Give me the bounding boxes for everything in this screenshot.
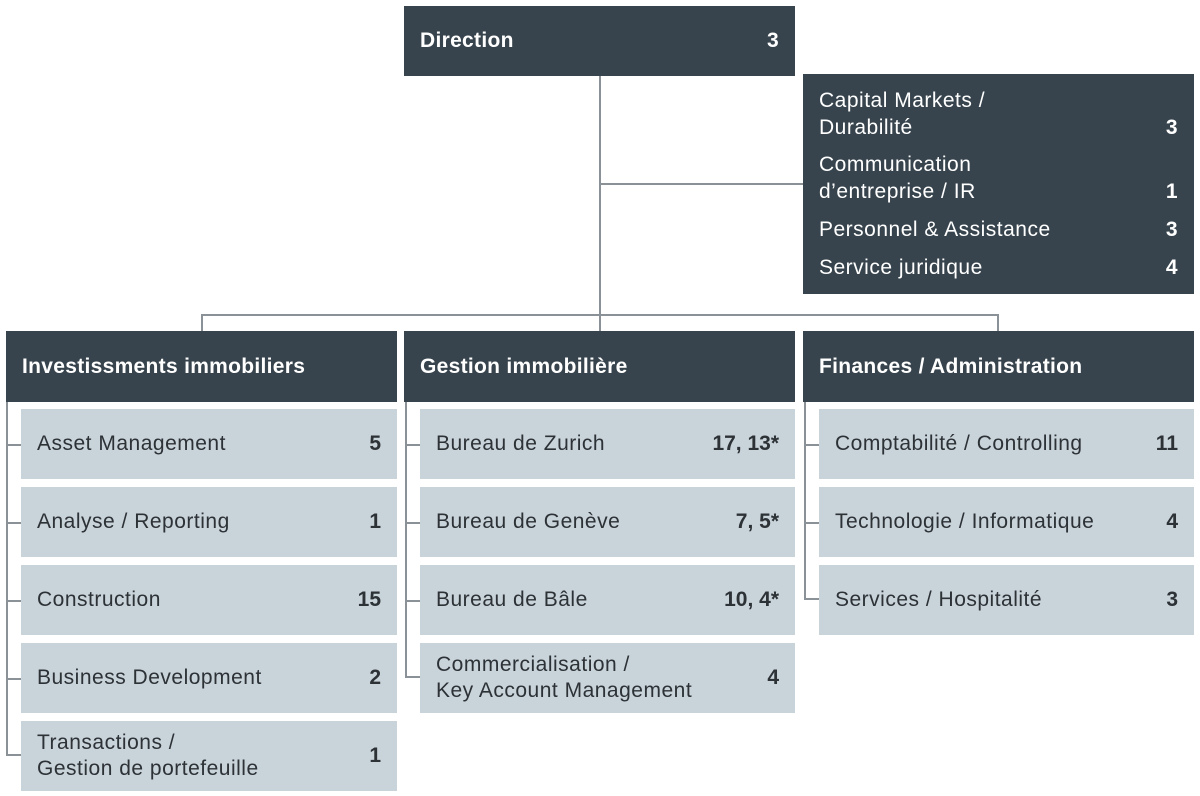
unit-connector <box>6 522 21 524</box>
unit-count: 1 <box>369 510 381 533</box>
connector-col-3-spine <box>804 402 806 599</box>
unit-label: Construction <box>37 588 161 611</box>
unit-label: Asset Management <box>37 432 226 455</box>
department-label: Gestion immobilière <box>420 354 628 378</box>
unit-count: 5 <box>369 432 381 455</box>
unit-box <box>21 487 397 557</box>
unit-box <box>819 565 1194 635</box>
unit-label: Comptabilité / Controlling <box>835 432 1083 455</box>
staff-item <box>819 254 1178 281</box>
unit-label: Commercialisation / Key Account Management <box>436 653 693 702</box>
staff-item-label: Service juridique <box>819 256 983 279</box>
department-label: Investissments immobiliers <box>22 354 306 378</box>
direction-count: 3 <box>767 29 779 52</box>
unit-connector <box>405 522 420 524</box>
unit-label: Transactions / Gestion de portefeuille <box>37 731 259 780</box>
unit-box <box>21 409 397 479</box>
staff-item <box>819 216 1178 243</box>
staff-item-label: Capital Markets / Durabilité <box>819 89 986 139</box>
staff-item-label: Communication d’entreprise / IR <box>819 153 976 203</box>
unit-label: Technologie / Informatique <box>835 510 1095 533</box>
unit-label: Analyse / Reporting <box>37 510 230 533</box>
unit-count: 10, 4* <box>724 588 779 611</box>
unit-box <box>819 409 1194 479</box>
unit-box <box>420 409 795 479</box>
connector-col-1-spine <box>6 402 8 755</box>
department-label: Finances / Administration <box>819 354 1083 378</box>
unit-box <box>21 565 397 635</box>
unit-label: Bureau de Genève <box>436 510 621 533</box>
staff-units-box <box>803 74 1194 294</box>
staff-item <box>819 87 1178 141</box>
department-header <box>404 331 795 402</box>
staff-item-count: 4 <box>1165 256 1178 279</box>
unit-label: Bureau de Bâle <box>436 588 588 611</box>
staff-item-count: 3 <box>1165 116 1178 139</box>
unit-connector <box>405 444 420 446</box>
direction-box <box>404 6 795 76</box>
unit-box <box>21 643 397 713</box>
unit-box <box>819 487 1194 557</box>
unit-box <box>21 721 397 791</box>
department-header <box>6 331 397 402</box>
unit-connector <box>804 444 819 446</box>
unit-connector <box>6 754 21 756</box>
staff-item-count: 1 <box>1165 180 1178 203</box>
unit-connector <box>804 598 819 600</box>
unit-box <box>420 643 795 713</box>
unit-label: Business Development <box>37 666 262 689</box>
unit-label: Services / Hospitalité <box>835 588 1043 611</box>
unit-box <box>420 565 795 635</box>
unit-box <box>420 487 795 557</box>
unit-connector <box>405 600 420 602</box>
staff-item-count: 3 <box>1165 218 1178 241</box>
unit-connector <box>6 600 21 602</box>
unit-count: 2 <box>369 666 381 689</box>
unit-connector <box>405 676 420 678</box>
unit-count: 7, 5* <box>735 510 779 533</box>
direction-label: Direction <box>420 29 514 52</box>
department-header <box>803 331 1194 402</box>
unit-connector <box>6 444 21 446</box>
unit-connector <box>804 522 819 524</box>
unit-count: 3 <box>1166 588 1178 611</box>
unit-count: 4 <box>767 666 779 689</box>
unit-connector <box>6 678 21 680</box>
unit-count: 17, 13* <box>712 432 779 455</box>
unit-count: 4 <box>1166 510 1178 533</box>
connector-departments-horizontal <box>201 314 999 316</box>
staff-item-label: Personnel & Assistance <box>819 218 1051 241</box>
connector-dept-3-vertical <box>997 314 999 331</box>
staff-item <box>819 151 1178 205</box>
unit-count: 1 <box>369 744 381 767</box>
unit-count: 11 <box>1155 432 1178 455</box>
connector-direction-vertical <box>599 76 601 331</box>
connector-dept-1-vertical <box>201 314 203 331</box>
unit-count: 15 <box>357 588 381 611</box>
connector-staff-horizontal <box>600 183 803 185</box>
unit-label: Bureau de Zurich <box>436 432 606 455</box>
